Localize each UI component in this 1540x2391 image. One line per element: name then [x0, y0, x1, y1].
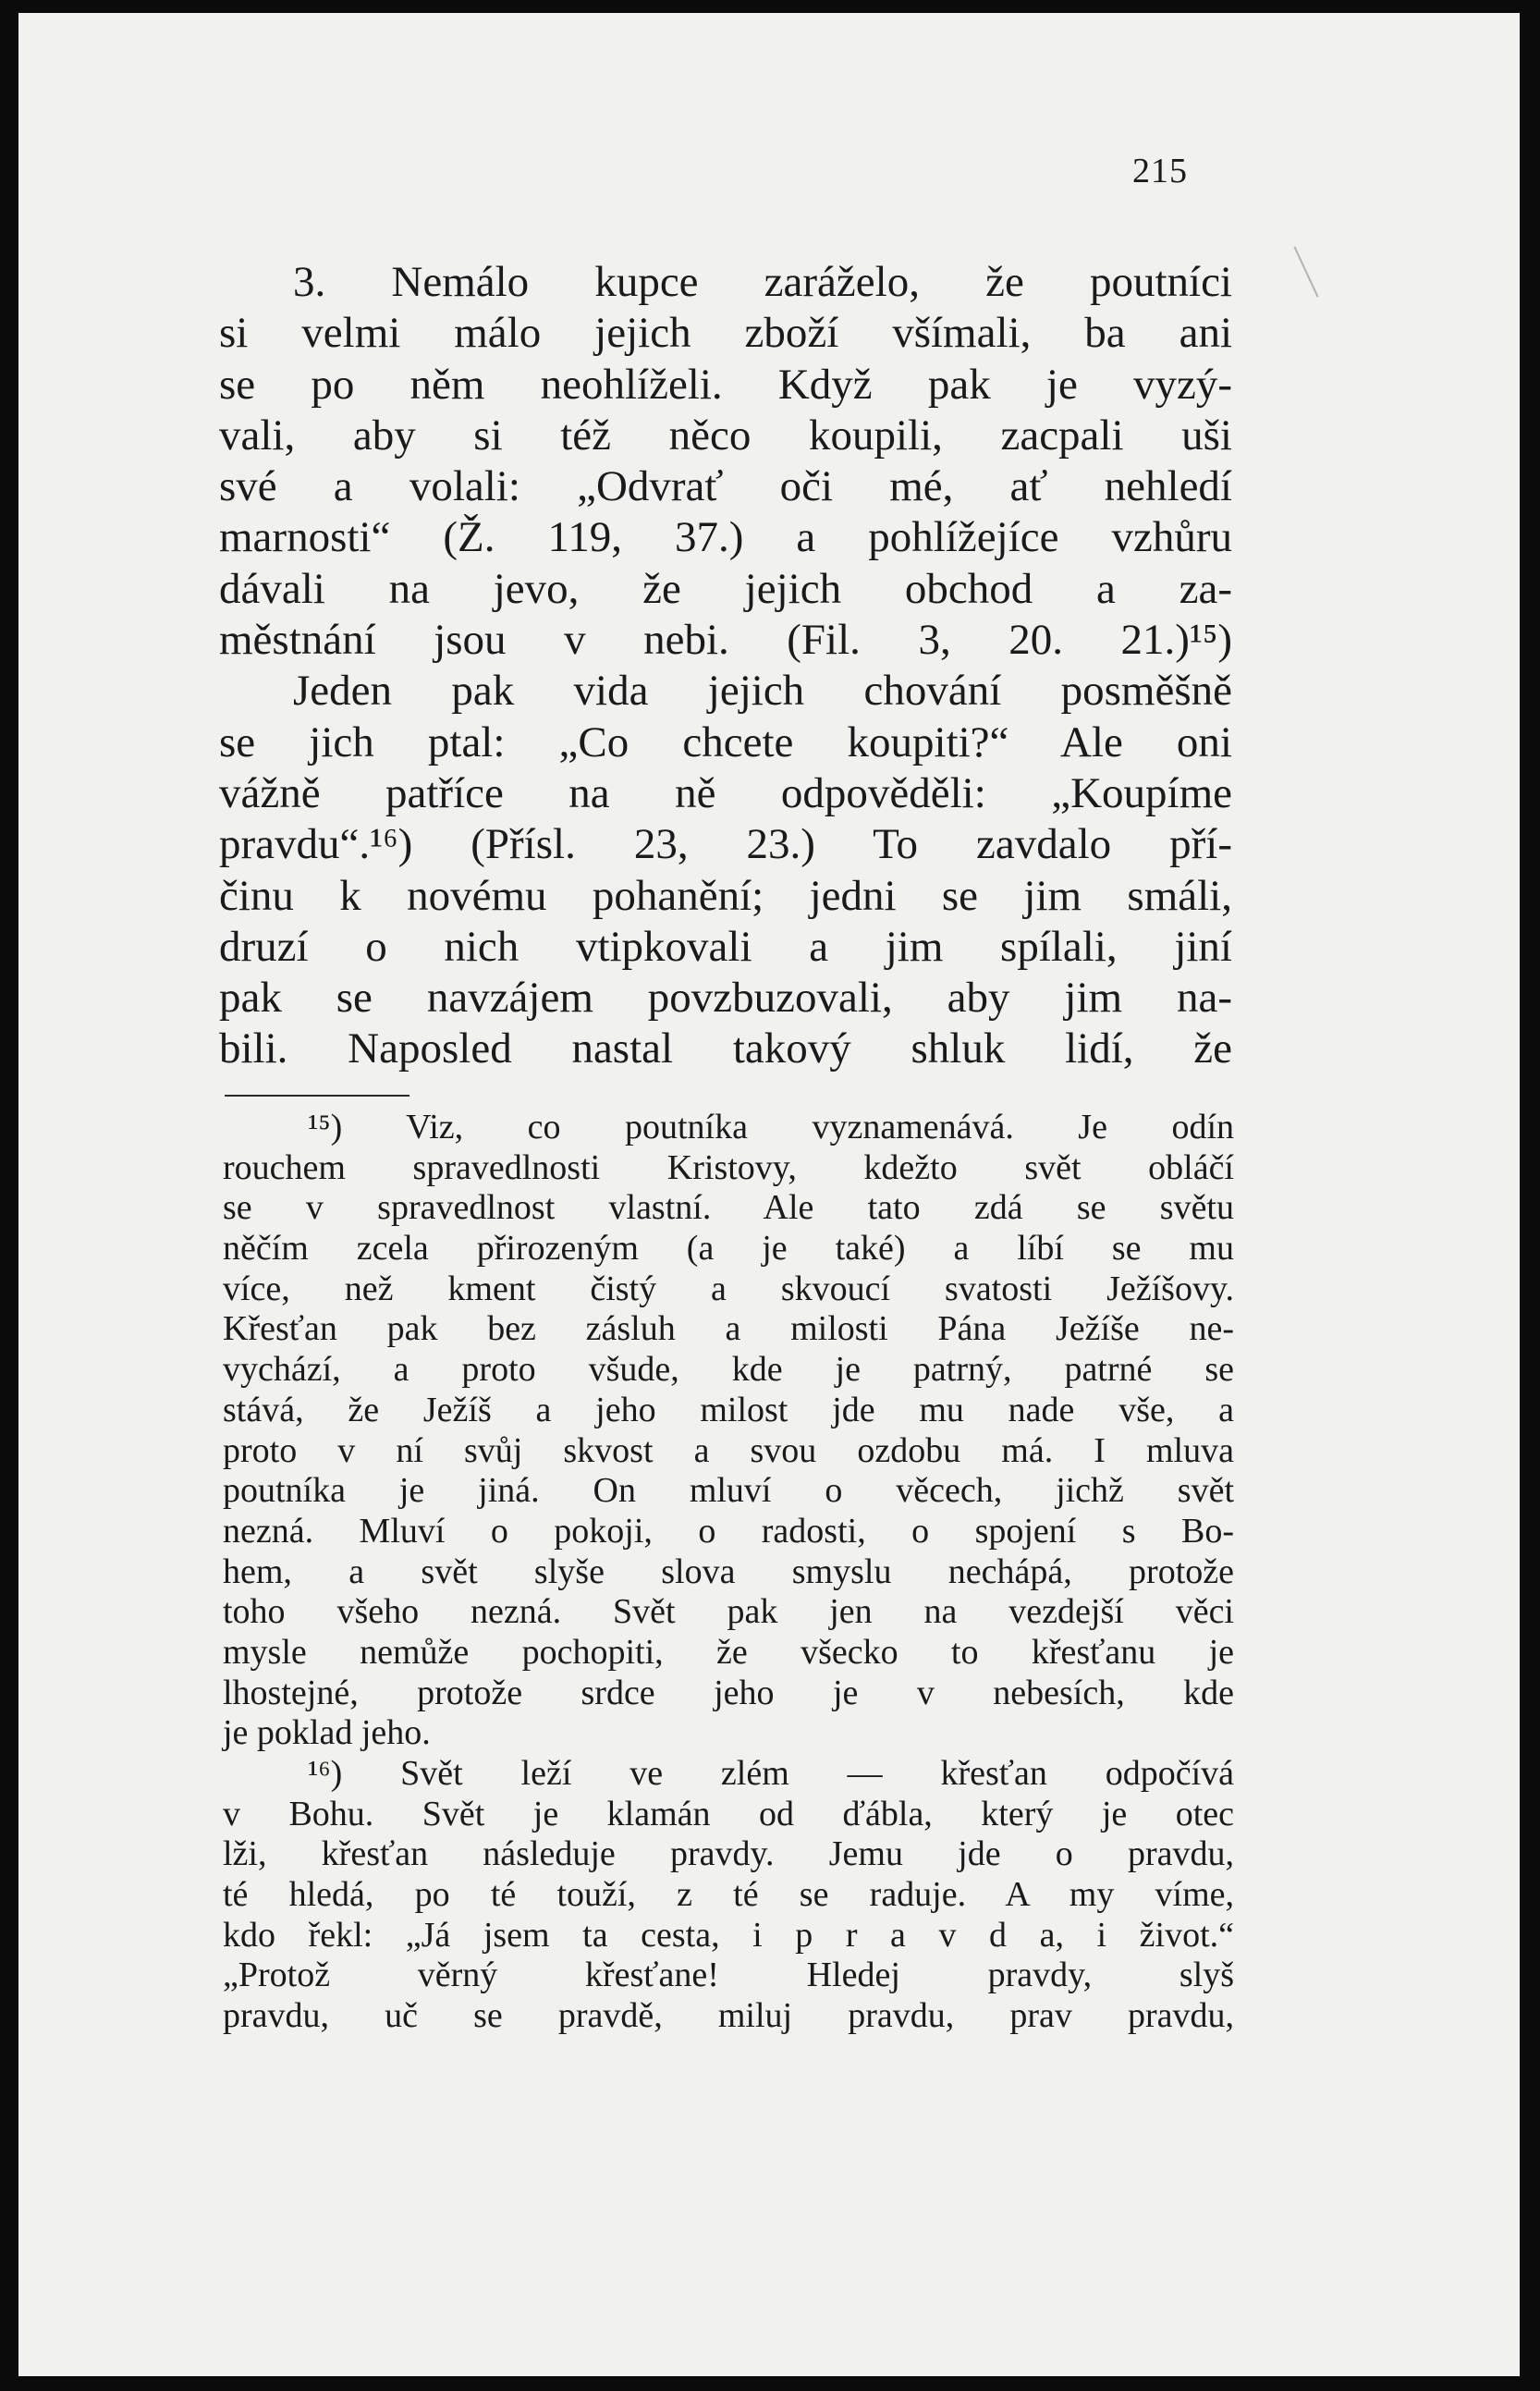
footnote-line: té hledá, po té touží, z té se raduje. A my víme,: [223, 1875, 1234, 1915]
footnote-line: ¹⁶) Svět leží ve zlém — křesťan odpočívá: [308, 1754, 1234, 1793]
body-line: bili. Naposled nastal takový shluk lidí, že: [219, 1024, 1232, 1073]
footnote-line: vychází, a proto všude, kde je patrný, patrné se: [223, 1350, 1234, 1390]
footnote-line: toho všeho nezná. Svět pak jen na vezdejší věci: [223, 1592, 1234, 1632]
footnote-line: lži, křesťan následuje pravdy. Jemu jde o pravdu,: [223, 1834, 1234, 1874]
body-line: se jich ptal: „Co chcete koupiti?“ Ale oni: [219, 717, 1232, 766]
footnote-line: lhostejné, protože srdce jeho je v nebesích, kde: [223, 1673, 1234, 1712]
footnote-line: více, než kment čistý a skvoucí svatosti Ježíšovy.: [223, 1269, 1234, 1308]
page-number: 215: [1132, 152, 1188, 190]
body-line: Jeden pak vida jejich chování posměšně: [293, 667, 1232, 716]
footnote-line: stává, že Ježíš a jeho milost jde mu nade vše, a: [223, 1390, 1234, 1429]
body-line: vážně patříce na ně odpověděli: „Koupíme: [219, 768, 1232, 817]
body-line: vali, aby si též něco koupili, zacpali uši: [219, 411, 1232, 460]
footnote-line: „Protož věrný křesťane! Hledej pravdy, slyš: [223, 1956, 1234, 1995]
footnote-line: je poklad jeho.: [223, 1713, 431, 1753]
footnote-separator-rule: [225, 1095, 409, 1097]
body-line: činu k novému pohanění; jedni se jim smáli,: [219, 871, 1232, 920]
body-line: své a volali: „Odvrať oči mé, ať nehledí: [219, 462, 1232, 511]
footnote-line: se v spravedlnost vlastní. Ale tato zdá se světu: [223, 1188, 1234, 1228]
body-line: si velmi málo jejich zboží všímali, ba ani: [219, 309, 1232, 358]
footnote-line: poutníka je jiná. On mluví o věcech, jichž svět: [223, 1471, 1234, 1511]
footnote-line: pravdu, uč se pravdě, miluj pravdu, prav pravdu,: [223, 1996, 1234, 2036]
body-line: pak se navzájem povzbuzovali, aby jim na-: [219, 974, 1232, 1023]
footnote-line: něčím zcela přirozeným (a je také) a líbí se mu: [223, 1229, 1234, 1269]
footnote-line: rouchem spravedlnosti Kristovy, kdežto svět obláčí: [223, 1147, 1234, 1187]
body-line: 3. Nemálo kupce zaráželo, že poutníci: [293, 258, 1232, 306]
footnote-line: proto v ní svůj skvost a svou ozdobu má. I mluva: [223, 1430, 1234, 1470]
footnote-line: Křesťan pak bez zásluh a milosti Pána Ježíše ne-: [223, 1309, 1234, 1349]
body-line: městnání jsou v nebi. (Fil. 3, 20. 21.)¹⁵): [219, 616, 1232, 665]
footnote-line: ¹⁵) Viz, co poutníka vyznamenává. Je odín: [308, 1108, 1234, 1146]
footnote-line: mysle nemůže pochopiti, že všecko to křesťanu je: [223, 1632, 1234, 1672]
footnote-line: hem, a svět slyše slova smyslu nechápá, protože: [223, 1551, 1234, 1591]
footnote-line: nezná. Mluví o pokoji, o radosti, o spojení s Bo-: [223, 1511, 1234, 1551]
body-line: marnosti“ (Ž. 119, 37.) a pohlížejíce vzhůru: [219, 513, 1232, 562]
body-line: pravdu“.¹⁶) (Přísl. 23, 23.) To zavdalo pří-: [219, 820, 1232, 869]
main-paragraph: [219, 257, 1232, 1075]
footnote-line: v Bohu. Svět je klamán od ďábla, který je otec: [223, 1794, 1234, 1833]
body-line: druzí o nich vtipkovali a jim spílali, jiní: [219, 922, 1232, 971]
body-line: dávali na jevo, že jejich obchod a za-: [219, 564, 1232, 613]
footnotes: [223, 1108, 1234, 2037]
scan-artifact-mark: [1293, 246, 1318, 297]
body-line: se po něm neohlíželi. Když pak je vyzý-: [219, 360, 1232, 409]
footnote-line: kdo řekl: „Já jsem ta cesta, i p r a v d a, i život.“: [223, 1915, 1234, 1955]
